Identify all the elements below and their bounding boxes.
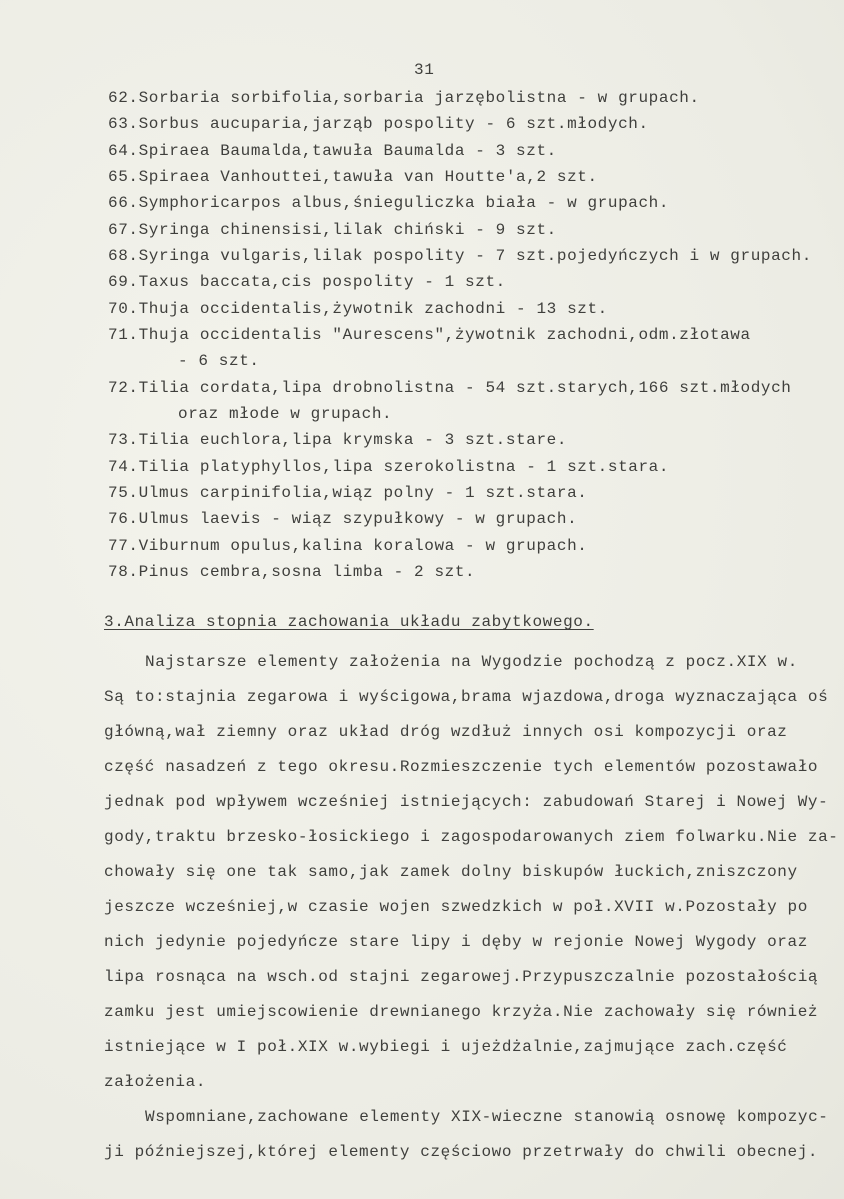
- paragraph-line: istniejące w I poł.XIX w.wybiegi i ujeżdżalnie,zajmujące zach.część: [104, 1038, 788, 1056]
- paragraph-line: główną,wał ziemny oraz układ dróg wzdłuż innych osi kompozycji oraz: [104, 723, 788, 741]
- paragraph-line: zamku jest umiejscowienie drewnianego krzyża.Nie zachowały się również: [104, 1003, 819, 1021]
- section-heading: 3.Analiza stopnia zachowania układu zabytkowego.: [104, 613, 594, 631]
- page-number: 31: [414, 61, 435, 79]
- list-item: 66.Symphoricarpos albus,śnieguliczka biała - w grupach.: [108, 194, 670, 212]
- paragraph-line: chowały się one tak samo,jak zamek dolny biskupów łuckich,zniszczony: [104, 863, 798, 881]
- paragraph-line: założenia.: [104, 1073, 207, 1091]
- paragraph-line: Najstarsze elementy założenia na Wygodzie pochodzą z pocz.XIX w.: [145, 653, 798, 671]
- list-item: 67.Syringa chinensisi,lilak chiński - 9 szt.: [108, 221, 557, 239]
- list-item-continuation: - 6 szt.: [178, 352, 260, 370]
- list-item: 72.Tilia cordata,lipa drobnolistna - 54 szt.starych,166 szt.młodych: [108, 379, 792, 397]
- paragraph-line: Są to:stajnia zegarowa i wyścigowa,brama wjazdowa,droga wyznaczająca oś: [104, 688, 829, 706]
- list-item: 64.Spiraea Baumalda,tawuła Baumalda - 3 szt.: [108, 142, 557, 160]
- paragraph-line: ji późniejszej,której elementy częściowo przetrwały do chwili obecnej.: [104, 1143, 819, 1161]
- list-item: 78.Pinus cembra,sosna limba - 2 szt.: [108, 563, 476, 581]
- list-item: 77.Viburnum opulus,kalina koralowa - w grupach.: [108, 537, 588, 555]
- list-item: 70.Thuja occidentalis,żywotnik zachodni - 13 szt.: [108, 300, 608, 318]
- paragraph-line: jednak pod wpływem wcześniej istniejących: zabudowań Starej i Nowej Wy-: [104, 793, 829, 811]
- paragraph-line: gody,traktu brzesko-łosickiego i zagospodarowanych ziem folwarku.Nie za-: [104, 828, 839, 846]
- list-item: 63.Sorbus aucuparia,jarząb pospolity - 6 szt.młodych.: [108, 115, 649, 133]
- paragraph-line: jeszcze wcześniej,w czasie wojen szwedzkich w poł.XVII w.Pozostały po: [104, 898, 808, 916]
- list-item: 73.Tilia euchlora,lipa krymska - 3 szt.stare.: [108, 431, 568, 449]
- list-item-continuation: oraz młode w grupach.: [178, 405, 393, 423]
- list-item: 62.Sorbaria sorbifolia,sorbaria jarzębolistna - w grupach.: [108, 89, 700, 107]
- paragraph-line: lipa rosnąca na wsch.od stajni zegarowej.Przypuszczalnie pozostałością: [104, 968, 819, 986]
- list-item: 75.Ulmus carpinifolia,wiąz polny - 1 szt.stara.: [108, 484, 588, 502]
- paragraph-line: część nasadzeń z tego okresu.Rozmieszczenie tych elementów pozostawało: [104, 758, 819, 776]
- list-item: 68.Syringa vulgaris,lilak pospolity - 7 szt.pojedyńczych i w grupach.: [108, 247, 812, 265]
- list-item: 71.Thuja occidentalis "Aurescens",żywotnik zachodni,odm.złotawa: [108, 326, 751, 344]
- list-item: 74.Tilia platyphyllos,lipa szerokolistna - 1 szt.stara.: [108, 458, 670, 476]
- paragraph-line: Wspomniane,zachowane elementy XIX-wieczne stanowią osnowę kompozyc-: [145, 1108, 829, 1126]
- list-item: 76.Ulmus laevis - wiąz szypułkowy - w grupach.: [108, 510, 578, 528]
- list-item: 69.Taxus baccata,cis pospolity - 1 szt.: [108, 273, 506, 291]
- paragraph-line: nich jedynie pojedyńcze stare lipy i dęby w rejonie Nowej Wygody oraz: [104, 933, 808, 951]
- list-item: 65.Spiraea Vanhouttei,tawuła van Houtte'a,2 szt.: [108, 168, 598, 186]
